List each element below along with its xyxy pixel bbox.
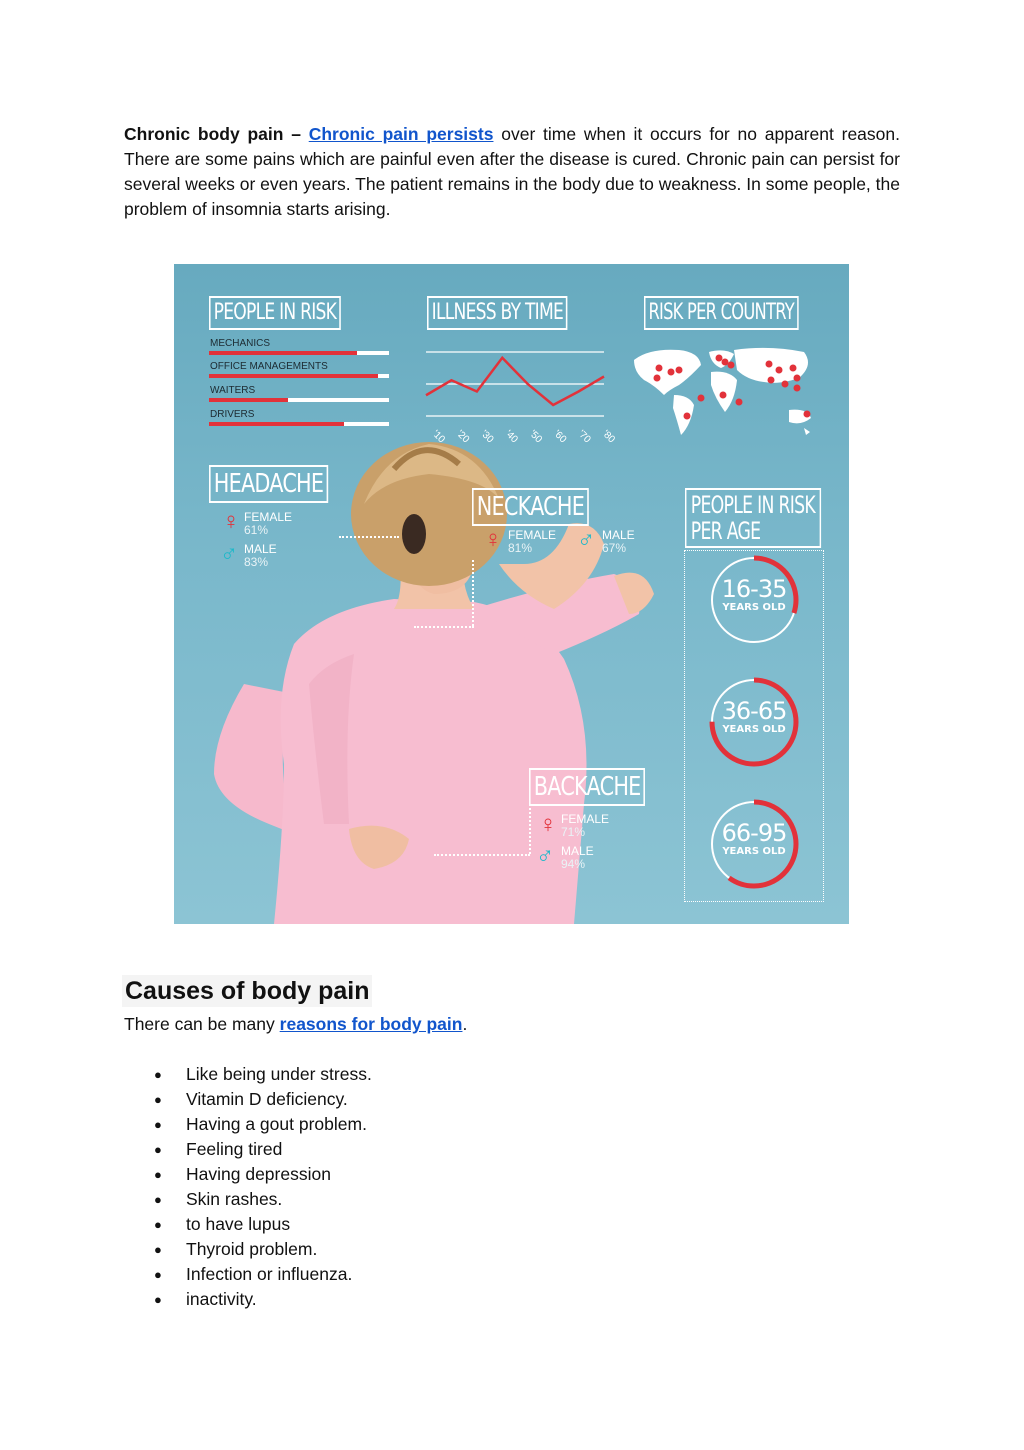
x-tick-label: '20 (454, 428, 472, 446)
male-symbol-icon: ♂ (220, 540, 238, 567)
per-age-title-line1: PEOPLE IN RISK (690, 491, 816, 519)
risk-bar-fill (209, 374, 378, 378)
age-ring-label (709, 698, 799, 735)
intro-body: over time when it occurs for no apparent reason. There are some pains which are painful even after the disease is cured. Chronic pain can persist for several weeks or even years. The patient remains in the body due to weakness. In some people, the problem of insomnia starts arising. (124, 124, 900, 219)
causes-list (150, 1062, 372, 1312)
alert-pin-icon (794, 375, 801, 382)
risk-bar-fill (209, 422, 344, 426)
male-symbol-icon: ♂ (536, 842, 554, 869)
female-label: FEMALE (561, 812, 610, 826)
illness-by-time-title: ILLNESS BY TIME (427, 296, 568, 330)
male-label: MALE (602, 528, 635, 542)
x-tick-label: '10 (429, 428, 447, 446)
risk-per-country-title: RISK PER COUNTRY (644, 296, 798, 330)
neckache-male (602, 529, 635, 555)
alert-pin-icon (684, 413, 691, 420)
male-label: MALE (561, 844, 594, 858)
intro-paragraph (124, 122, 900, 222)
headache-connector (339, 536, 399, 538)
risk-bar-track (209, 398, 389, 402)
alert-pin-icon (804, 411, 811, 418)
female-percent: 81% (508, 541, 533, 555)
alert-pin-icon (676, 367, 683, 374)
alert-pin-icon (776, 367, 783, 374)
headache-male (244, 543, 277, 569)
backache-connector (529, 804, 531, 854)
backache-female (561, 813, 609, 839)
alert-pin-icon (720, 392, 727, 399)
list-item: ● inactivity. (150, 1287, 372, 1312)
age-caption: YEARS OLD (722, 602, 786, 613)
neckache-female (508, 529, 556, 555)
age-caption: YEARS OLD (722, 846, 786, 857)
causes-lead (124, 1014, 467, 1035)
male-percent: 83% (244, 555, 269, 569)
alert-pin-icon (782, 381, 789, 388)
causes-lead-end: . (462, 1014, 468, 1034)
alert-pin-icon (790, 365, 797, 372)
risk-bar-fill (209, 398, 288, 402)
headache-title: HEADACHE (209, 465, 328, 503)
people-in-risk-title: PEOPLE IN RISK (209, 296, 341, 330)
risk-item-label: DRIVERS (210, 409, 255, 420)
risk-bar-track (209, 374, 389, 378)
causes-lead-text: There can be many (124, 1014, 275, 1034)
neckache-title: NECKACHE (472, 488, 589, 526)
causes-heading: Causes of body pain (122, 975, 372, 1007)
x-tick-label: '70 (575, 428, 593, 446)
list-item: ● Having depression (150, 1162, 372, 1187)
alert-pin-icon (766, 361, 773, 368)
x-tick-label: '50 (527, 428, 545, 446)
female-symbol-icon: ♀ (539, 811, 557, 838)
list-item: ● Vitamin D deficiency. (150, 1087, 372, 1112)
age-caption: YEARS OLD (722, 724, 786, 735)
risk-bar-fill (209, 351, 357, 355)
alert-pin-icon (698, 395, 705, 402)
list-item: ● Having a gout problem. (150, 1112, 372, 1137)
male-label: MALE (244, 542, 277, 556)
list-item: ● Thyroid problem. (150, 1237, 372, 1262)
age-ring-label (709, 576, 799, 613)
illness-series-line (426, 358, 604, 405)
male-percent: 94% (561, 857, 586, 871)
risk-bar-track (209, 422, 389, 426)
reasons-link[interactable]: reasons for body pain (279, 1014, 463, 1034)
neckache-connector (414, 626, 474, 628)
alert-pin-icon (668, 369, 675, 376)
x-tick-label: '80 (599, 428, 617, 446)
female-symbol-icon: ♀ (484, 526, 502, 553)
risk-item-label: WAITERS (210, 385, 256, 396)
alert-pin-icon (794, 385, 801, 392)
map-alert-pins (629, 340, 829, 445)
alert-pin-icon (768, 377, 775, 384)
x-tick-label: '30 (478, 428, 496, 446)
list-item: ● Like being under stress. (150, 1062, 372, 1087)
x-tick-label: '40 (502, 428, 520, 446)
alert-pin-icon (656, 365, 663, 372)
per-age-title (685, 488, 821, 548)
female-percent: 71% (561, 825, 586, 839)
age-range: 66-95 (721, 819, 787, 847)
backache-male (561, 845, 594, 871)
female-percent: 61% (244, 523, 269, 537)
risk-item-label: MECHANICS (210, 338, 271, 349)
alert-pin-icon (722, 359, 729, 366)
female-symbol-icon: ♀ (222, 508, 240, 535)
backache-connector (434, 854, 530, 856)
alert-pin-icon (716, 355, 723, 362)
list-item: ● to have lupus (150, 1212, 372, 1237)
male-percent: 67% (602, 541, 627, 555)
alert-pin-icon (736, 399, 743, 406)
age-ring-label (709, 820, 799, 857)
intro-bold-lead: Chronic body pain – (124, 124, 301, 144)
risk-bar-track (209, 351, 389, 355)
age-range: 36-65 (721, 697, 787, 725)
list-item: ● Feeling tired (150, 1137, 372, 1162)
female-label: FEMALE (244, 510, 293, 524)
list-item: ● Infection or influenza. (150, 1262, 372, 1287)
x-tick-label: '60 (551, 428, 569, 446)
backache-title: BACKACHE (529, 768, 645, 806)
chronic-pain-link[interactable]: Chronic pain persists (308, 124, 494, 144)
alert-pin-icon (654, 375, 661, 382)
per-age-title-line2: PER AGE (690, 517, 761, 545)
body-pain-infographic (174, 264, 849, 924)
neckache-connector (472, 560, 474, 626)
age-range: 16-35 (721, 575, 787, 603)
female-label: FEMALE (508, 528, 557, 542)
alert-pin-icon (728, 362, 735, 369)
risk-item-label: OFFICE MANAGEMENTS (210, 361, 328, 372)
list-item: ● Skin rashes. (150, 1187, 372, 1212)
male-symbol-icon: ♂ (577, 526, 595, 553)
headache-female (244, 511, 292, 537)
illness-line-chart (424, 344, 617, 454)
